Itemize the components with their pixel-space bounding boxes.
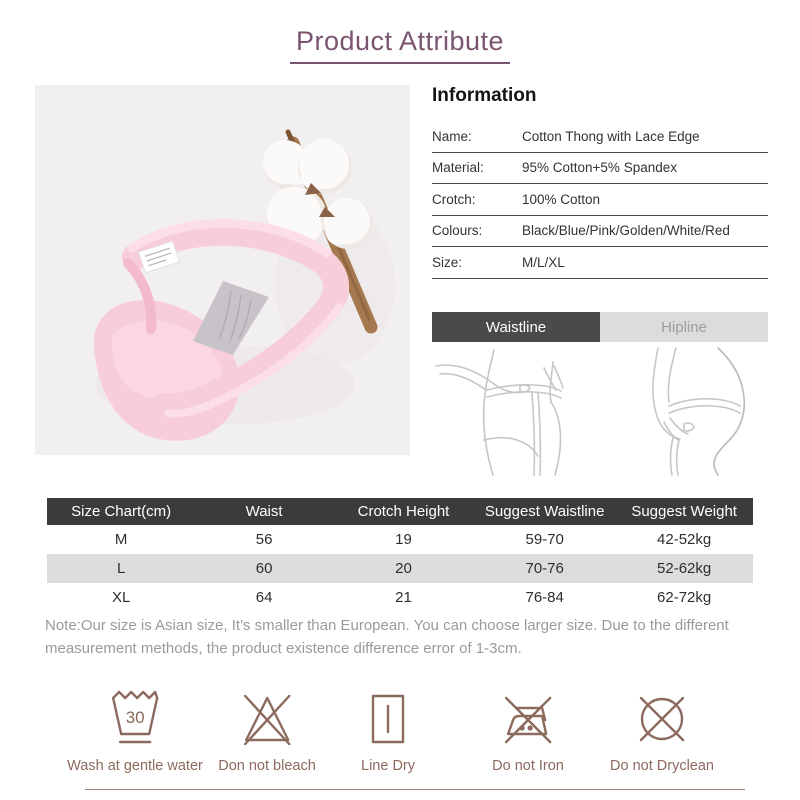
- size-chart-header-row: [47, 498, 753, 525]
- do-not-bleach-icon: [218, 686, 316, 752]
- info-label: Material:: [432, 160, 484, 176]
- svg-text:30: 30: [125, 708, 145, 727]
- cell: 59-70: [525, 531, 564, 548]
- info-row-name: [432, 121, 768, 153]
- cell: 62-72kg: [657, 589, 712, 606]
- cell: 52-62kg: [615, 554, 753, 583]
- care-item-bleach: [218, 686, 316, 774]
- cell: 70-76: [474, 554, 615, 583]
- info-value: Black/Blue/Pink/Golden/White/Red: [522, 223, 730, 239]
- info-row-crotch: [432, 184, 768, 216]
- col-header-waist: Waist: [195, 498, 333, 525]
- care-label: Don not bleach: [218, 758, 316, 774]
- info-label: Name:: [432, 128, 472, 144]
- cell: 76-84: [525, 589, 564, 606]
- info-label: Colours:: [432, 223, 483, 239]
- cell: XL: [111, 589, 131, 606]
- cell: 60: [195, 554, 333, 583]
- table-row-xl: [47, 583, 753, 612]
- measurement-figures: [432, 344, 768, 476]
- care-item-wash: [67, 686, 203, 774]
- info-row-colours: [432, 216, 768, 248]
- care-label: Do not Dryclean: [610, 758, 714, 774]
- cell: 19: [395, 531, 412, 548]
- care-label: Do not Iron: [492, 758, 564, 774]
- table-row-m: [47, 525, 753, 554]
- hipline-measure-figure: [600, 344, 768, 476]
- bottom-divider: [85, 789, 745, 790]
- col-header-suggest-weight: Suggest Weight: [615, 498, 753, 525]
- info-value: 100% Cotton: [522, 191, 601, 207]
- care-label: Line Dry: [361, 758, 415, 774]
- information-panel: [432, 85, 768, 279]
- information-heading: Information: [432, 85, 537, 106]
- care-item-iron: [492, 686, 564, 774]
- line-dry-icon: [360, 686, 416, 752]
- info-label: Size:: [432, 254, 463, 270]
- info-label: Crotch:: [432, 191, 476, 207]
- info-row-size: [432, 247, 768, 279]
- care-instructions: [0, 686, 800, 781]
- do-not-dryclean-icon: [610, 686, 714, 752]
- tab-waistline[interactable]: Waistline: [432, 312, 600, 342]
- cell: 64: [255, 589, 273, 606]
- product-photo: [35, 85, 410, 455]
- table-row-l: [47, 554, 753, 583]
- care-item-line-dry: [360, 686, 416, 774]
- wash-30-icon: [67, 686, 203, 752]
- information-rows: [432, 121, 768, 279]
- tab-hipline[interactable]: Hipline: [600, 312, 768, 342]
- page-header: [0, 26, 800, 64]
- care-item-dryclean: [610, 686, 714, 774]
- cell: 42-52kg: [657, 531, 712, 548]
- cell: 56: [255, 531, 273, 548]
- waistline-measure-figure: [432, 344, 600, 476]
- info-value: 95% Cotton+5% Spandex: [522, 160, 677, 176]
- col-header-crotch-height: Crotch Height: [333, 498, 474, 525]
- cell: 20: [333, 554, 474, 583]
- do-not-iron-icon: [492, 686, 564, 752]
- care-label: Wash at gentle water: [67, 758, 203, 774]
- info-value: M/L/XL: [522, 254, 565, 270]
- cell: 21: [395, 589, 412, 606]
- col-header-suggest-waistline: Suggest Waistline: [474, 498, 615, 525]
- size-note: Note:Our size is Asian size, It's smaller than European. You can choose larger size. Due to the different measurement methods, the product existence difference error of 1-3cm.: [45, 617, 729, 658]
- size-chart-table: [47, 498, 753, 612]
- product-photo-illustration: [35, 85, 410, 455]
- info-row-material: [432, 153, 768, 185]
- cell: L: [47, 554, 195, 583]
- cell: M: [114, 531, 128, 548]
- page-title: Product Attribute: [290, 26, 510, 64]
- info-value: Cotton Thong with Lace Edge: [522, 128, 700, 144]
- col-header-size: Size Chart(cm): [47, 498, 195, 525]
- measurement-tabs: [432, 312, 768, 342]
